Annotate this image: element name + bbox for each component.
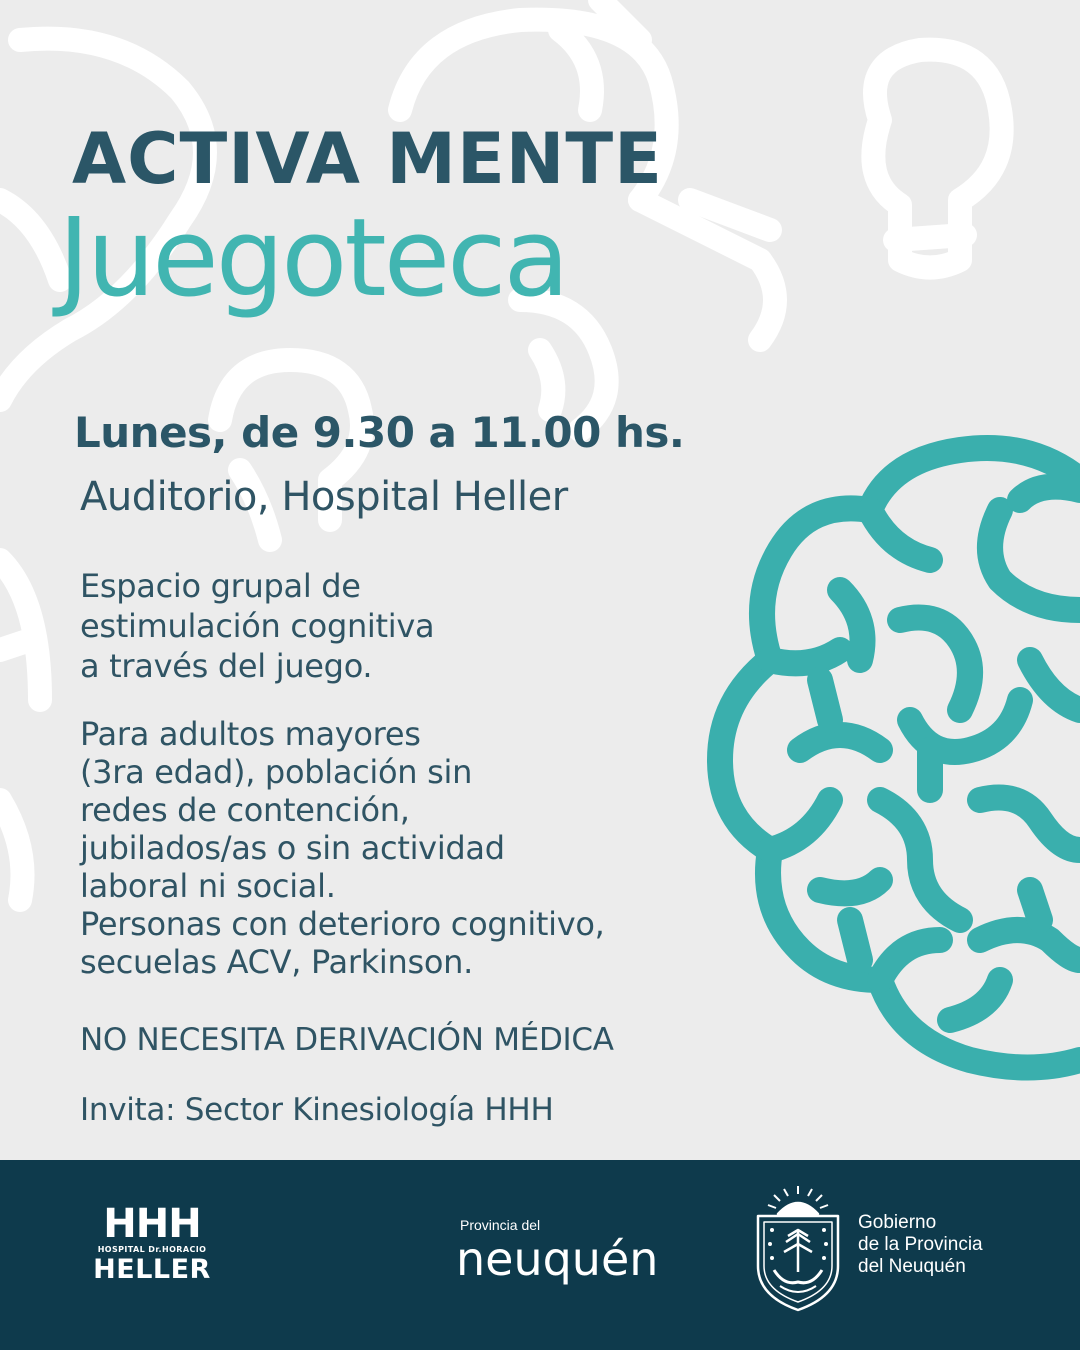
hospital-logo-name: HELLER bbox=[93, 1254, 211, 1285]
provincia-neuquen-logo bbox=[456, 1216, 658, 1284]
audience-line: Personas con deterioro cognitivo, bbox=[80, 905, 605, 943]
audience-line: jubilados/as o sin actividad bbox=[80, 829, 505, 867]
hospital-heller-logo bbox=[82, 1201, 222, 1285]
government-logo-line: Gobierno bbox=[858, 1212, 937, 1233]
footer-bar bbox=[0, 1160, 1080, 1350]
provincial-coat-of-arms-icon bbox=[750, 1186, 846, 1316]
government-logo-line: de la Provincia bbox=[858, 1234, 983, 1255]
referral-notice: NO NECESITA DERIVACIÓN MÉDICA bbox=[80, 1022, 614, 1058]
audience-line: Para adultos mayores bbox=[80, 715, 421, 753]
hospital-logo-mark: HHH bbox=[103, 1201, 201, 1247]
event-audience bbox=[80, 715, 720, 981]
hospital-logo-subtitle: HOSPITAL Dr.HORACIO bbox=[97, 1245, 207, 1254]
government-logo-line: del Neuquén bbox=[858, 1256, 966, 1277]
event-schedule: Lunes, de 9.30 a 11.00 hs. bbox=[74, 408, 685, 457]
page-title: ACTIVA MENTE bbox=[72, 118, 663, 200]
audience-line: (3ra edad), población sin bbox=[80, 753, 473, 791]
province-logo-name: neuquén bbox=[456, 1232, 659, 1286]
brain-outline-icon bbox=[700, 420, 1080, 1100]
event-location: Auditorio, Hospital Heller bbox=[80, 474, 568, 520]
audience-line: redes de contención, bbox=[80, 791, 410, 829]
description-line: Espacio grupal de bbox=[80, 567, 361, 605]
description-line: a través del juego. bbox=[80, 647, 373, 685]
invite-text: Invita: Sector Kinesiología HHH bbox=[80, 1092, 554, 1128]
event-description bbox=[80, 566, 700, 686]
description-line: estimulación cognitiva bbox=[80, 607, 435, 645]
audience-line: laboral ni social. bbox=[80, 867, 336, 905]
audience-line: secuelas ACV, Parkinson. bbox=[80, 943, 474, 981]
province-logo-prefix: Provincia del bbox=[460, 1217, 541, 1233]
page-subtitle: Juegoteca bbox=[58, 196, 567, 321]
government-logo-text bbox=[858, 1212, 983, 1278]
